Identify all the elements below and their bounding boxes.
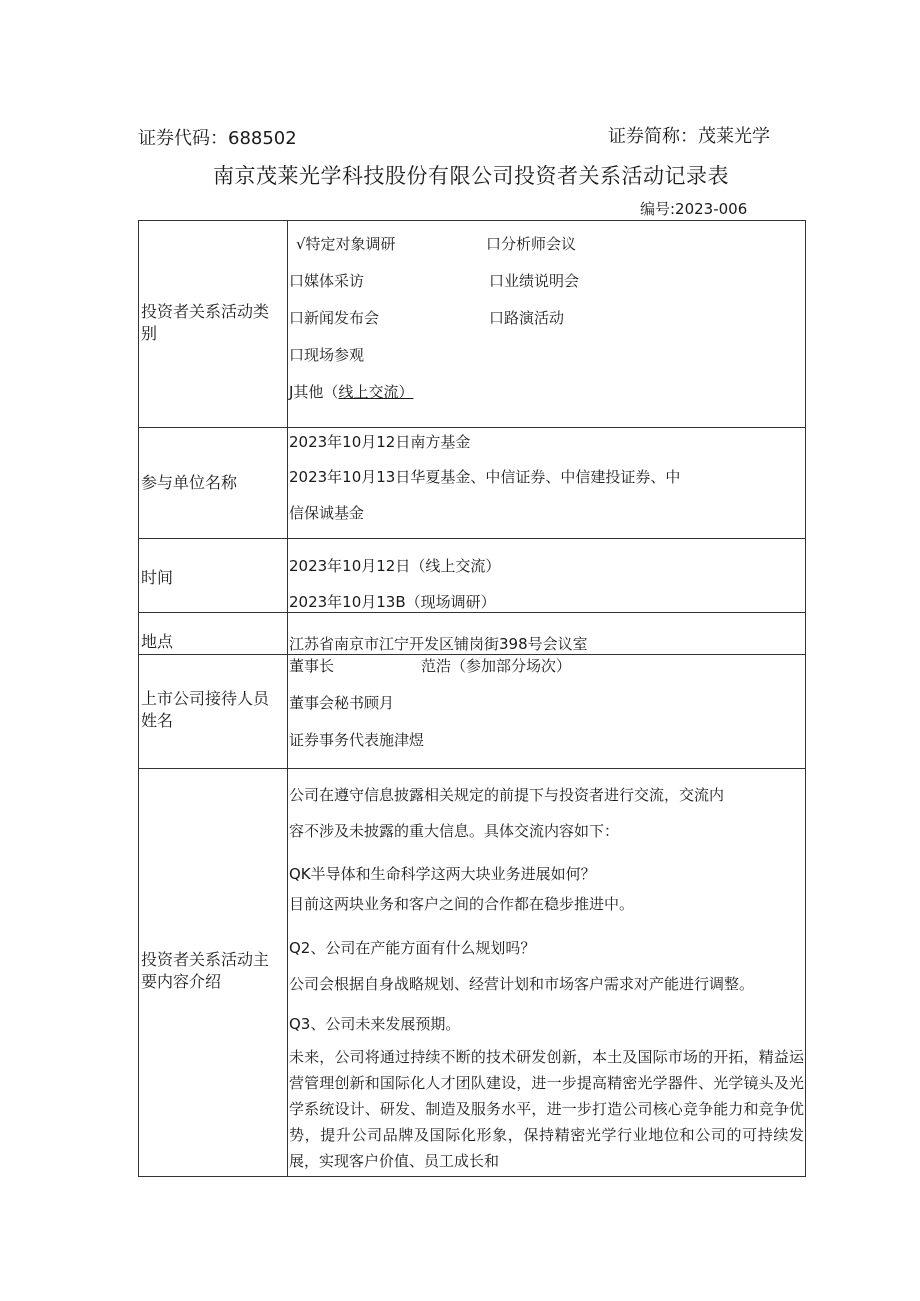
- category-label: 投资者关系活动类别: [141, 302, 270, 343]
- table-row: [139, 428, 806, 539]
- record-table: [138, 220, 806, 1177]
- receptionist-line: 董事会秘书顾月: [289, 694, 395, 712]
- location-value: 江苏省南京市江宁开发区铺岗街398号会议室: [289, 635, 588, 653]
- table-row: [139, 539, 806, 613]
- time-line: 2023年10月13B（现场调研）: [289, 593, 496, 611]
- stock-code: 证券代码：688502: [138, 128, 297, 149]
- row-value-cell: [288, 428, 806, 539]
- option-other-value: 线上交流）: [338, 383, 414, 401]
- row-label-cell: [139, 769, 288, 1177]
- answer-3: 未来，公司将通过持续不断的技术研发创新，本土及国际市场的开拓，精益运营管理创新和国际化人才团队建设，进一步提高精密光学器件、光学镜头及光学系统设计、研发、制造及服务水平，进一步打造公司核心竞争能力和竞争优势，提升公司品牌及国际化形象，保持精密光学行业地位和公司的可持续发展，实现客户价值、员工成长和: [289, 1048, 804, 1170]
- option-analyst-meeting: 口分析师会议: [486, 235, 577, 253]
- row-value-cell: [288, 221, 806, 428]
- receptionists-label: 上市公司接待人员姓名: [141, 689, 270, 730]
- row-value-cell: [288, 539, 806, 613]
- time-line: 2023年10月12日（线上交流）: [289, 557, 501, 575]
- participants-line: 信保诚基金: [289, 504, 365, 522]
- row-label-cell: [139, 539, 288, 613]
- time-label: 时间: [141, 568, 174, 587]
- answer-2: 公司会根据自身战略规划、经营计划和市场客户需求对产能进行调整。: [289, 975, 755, 993]
- option-other-prefix: J其他（: [289, 383, 339, 401]
- question-2: Q2、公司在产能方面有什么规划吗？: [289, 939, 536, 957]
- intro-line: 容不涉及未披露的重大信息。具体交流内容如下：: [289, 822, 620, 840]
- page-title: 南京茂莱光学科技股份有限公司投资者关系活动记录表: [213, 164, 729, 188]
- question-1: QK半导体和生命科学这两大块业务进展如何？: [289, 865, 596, 883]
- intro-line: 公司在遵守信息披露相关规定的前提下与投资者进行交流，交流内: [289, 786, 725, 804]
- participants-line: 2023年10月13日华夏基金、中信证券、中信建投证券、中: [289, 468, 681, 486]
- location-label: 地点: [141, 632, 174, 651]
- participants-line: 2023年10月12日南方基金: [289, 433, 471, 451]
- stock-short-name: 证券简称：茂莱光学: [608, 126, 770, 147]
- row-label-cell: [139, 221, 288, 428]
- answer-1: 目前这两块业务和客户之间的合作都在稳步推进中。: [289, 895, 635, 913]
- row-label-cell: [139, 428, 288, 539]
- question-3: Q3、公司未来发展预期。: [289, 1015, 461, 1033]
- option-other: [289, 381, 413, 402]
- serial-number: 编号:2023-006: [640, 200, 748, 218]
- row-value-cell: [288, 769, 806, 1177]
- option-roadshow: 口路演活动: [489, 309, 565, 327]
- table-row: [139, 655, 806, 769]
- option-press-conference: 口新闻发布会: [289, 309, 380, 327]
- table-row: [139, 613, 806, 655]
- chairman-title: 董事长: [289, 657, 335, 675]
- content-label: 投资者关系活动主要内容介绍: [141, 950, 270, 991]
- row-value-cell: [288, 613, 806, 655]
- table-row: [139, 769, 806, 1177]
- row-label-cell: [139, 613, 288, 655]
- receptionist-line: 证券事务代表施津煜: [289, 731, 425, 749]
- option-results-briefing: 口业绩说明会: [489, 272, 580, 290]
- row-value-cell: [288, 655, 806, 769]
- participants-label: 参与单位名称: [141, 473, 238, 492]
- chairman-name: 范浩（参加部分场次）: [421, 657, 572, 675]
- table-row: [139, 221, 806, 428]
- row-label-cell: [139, 655, 288, 769]
- option-special-research: √特定对象调研: [296, 235, 396, 253]
- option-media-interview: 口媒体采访: [289, 272, 365, 290]
- option-site-visit: 口现场参观: [289, 346, 365, 364]
